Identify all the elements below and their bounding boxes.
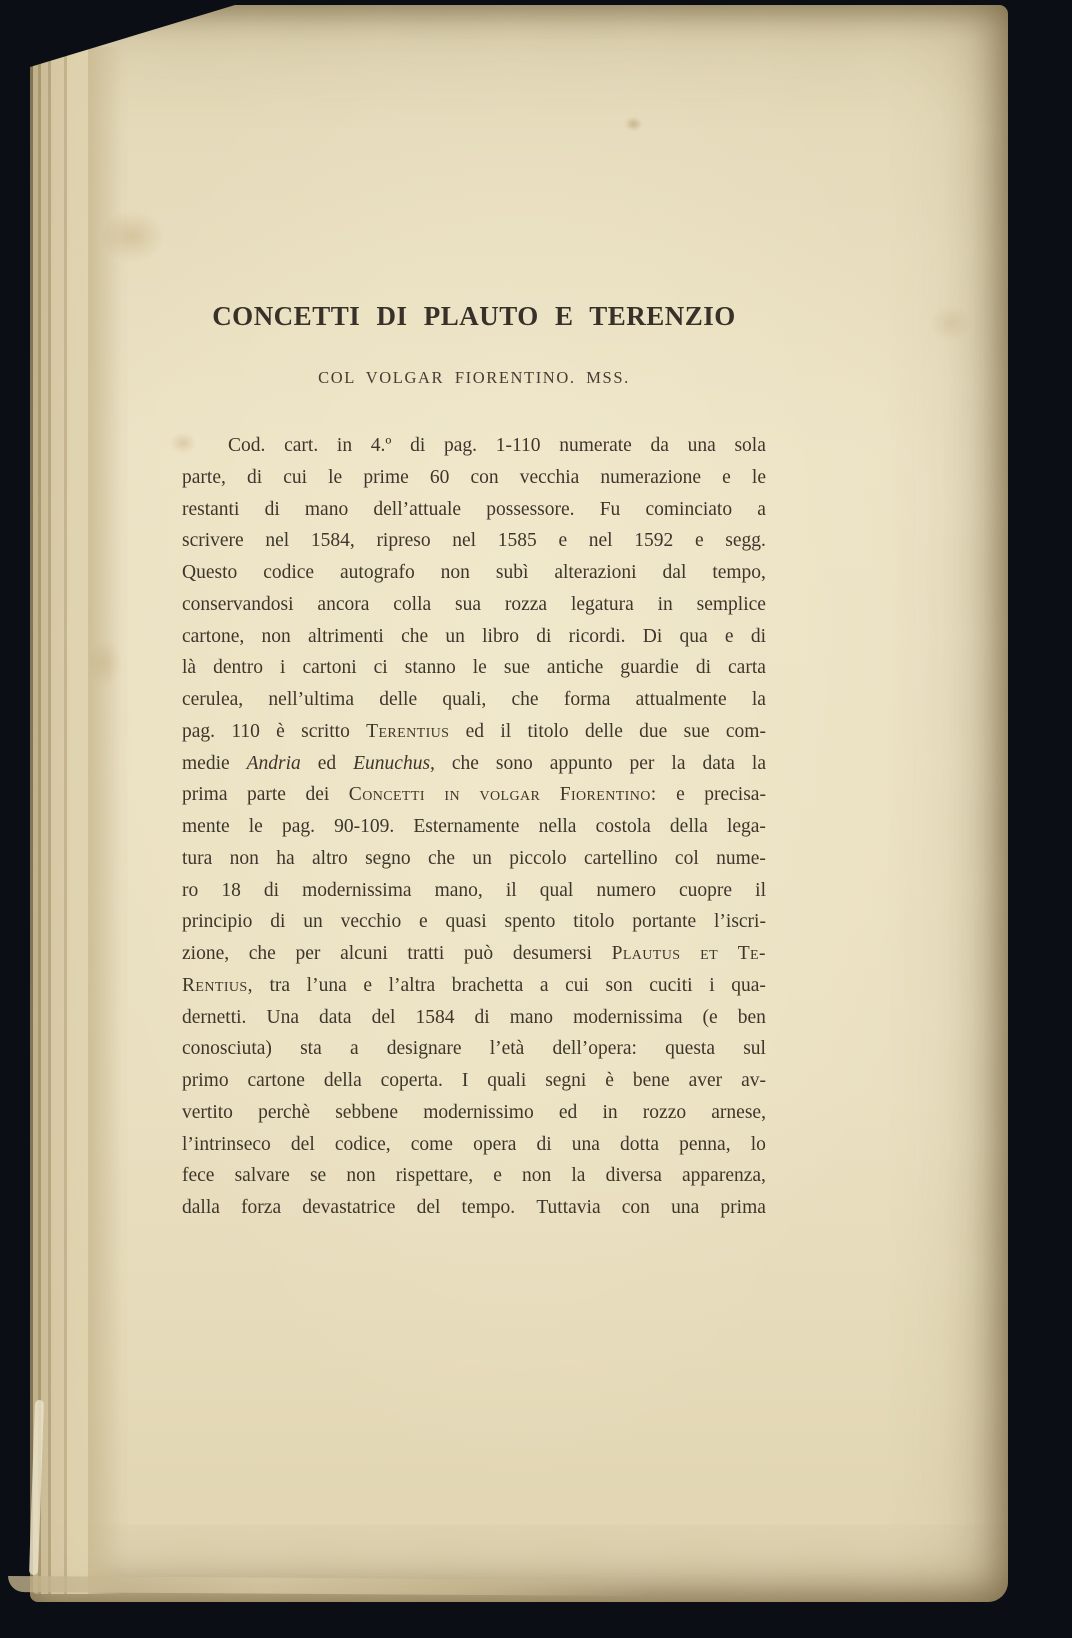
page-title: CONCETTI DI PLAUTO E TERENZIO <box>212 301 736 331</box>
text-line: conosciuta) sta a designare l’età dell’opera: questa sul <box>182 1038 766 1060</box>
text-line: l’intrinseco del codice, come opera di una dotta penna, lo <box>182 1133 766 1155</box>
text-line: dalla forza devastatrice del tempo. Tuttavia con una prima <box>182 1197 766 1218</box>
foxing-stain <box>625 117 642 131</box>
text-line: conservandosi ancora colla sua rozza legatura in semplice <box>182 593 766 615</box>
text-line: Rentius, tra l’una e l’altra brachetta a cui son cuciti i qua- <box>182 974 766 996</box>
text-line: parte, di cui le prime 60 con vecchia numerazione e le <box>182 466 766 488</box>
text-line: medie Andria ed Eunuchus, che sono appunto per la data la <box>182 752 766 774</box>
text-line: dernetti. Una data del 1584 di mano modernissima (e ben <box>182 1006 766 1028</box>
page-subtitle: COL VOLGAR FIORENTINO. MSS. <box>318 368 630 387</box>
corner-shadow <box>30 5 235 67</box>
text-line: tura non ha altro segno che un piccolo cartellino col nume- <box>182 847 766 869</box>
book-fore-edges <box>30 47 122 1594</box>
text-line: zione, che per alcuni tratti può desumersi Plautus et Te- <box>182 943 766 964</box>
body-text <box>182 435 766 1229</box>
text-line: scrivere nel 1584, ripreso nel 1585 e nel 1592 e segg. <box>182 530 766 552</box>
foxing-stain <box>930 305 972 341</box>
foxing-stain <box>88 640 122 686</box>
text-line: vertito perchè sebbene modernissimo ed in rozzo arnese, <box>182 1101 766 1123</box>
text-line: restanti di mano dell’attuale possessore. Fu cominciato a <box>182 498 766 520</box>
text-line: primo cartone della coperta. I quali segni è bene aver av- <box>182 1070 766 1091</box>
text-line: pag. 110 è scritto Terentius ed il titolo delle due sue com- <box>182 720 766 742</box>
text-line: Questo codice autografo non subì alterazioni dal tempo, <box>182 562 766 583</box>
foxing-stain <box>100 210 164 262</box>
text-line: Cod. cart. in 4.º di pag. 1-110 numerate da una sola <box>228 435 766 456</box>
text-line: ro 18 di modernissima mano, il qual numero cuopre il <box>182 879 766 901</box>
book-page <box>30 5 1008 1602</box>
text-line: là dentro i cartoni ci stanno le sue antiche guardie di carta <box>182 657 766 679</box>
page-content <box>182 301 766 1229</box>
text-line: mente le pag. 90-109. Esternamente nella costola della lega- <box>182 816 766 837</box>
text-line: prima parte dei Concetti in volgar Fiorentino: e precisa- <box>182 784 766 806</box>
text-line: fece salvare se non rispettare, e non la diversa apparenza, <box>182 1165 766 1187</box>
text-line: cartone, non altrimenti che un libro di ricordi. Di qua e di <box>182 625 766 647</box>
text-line: principio di un vecchio e quasi spento titolo portante l’iscri- <box>182 911 766 933</box>
text-line: cerulea, nell’ultima delle quali, che forma attualmente la <box>182 689 766 710</box>
